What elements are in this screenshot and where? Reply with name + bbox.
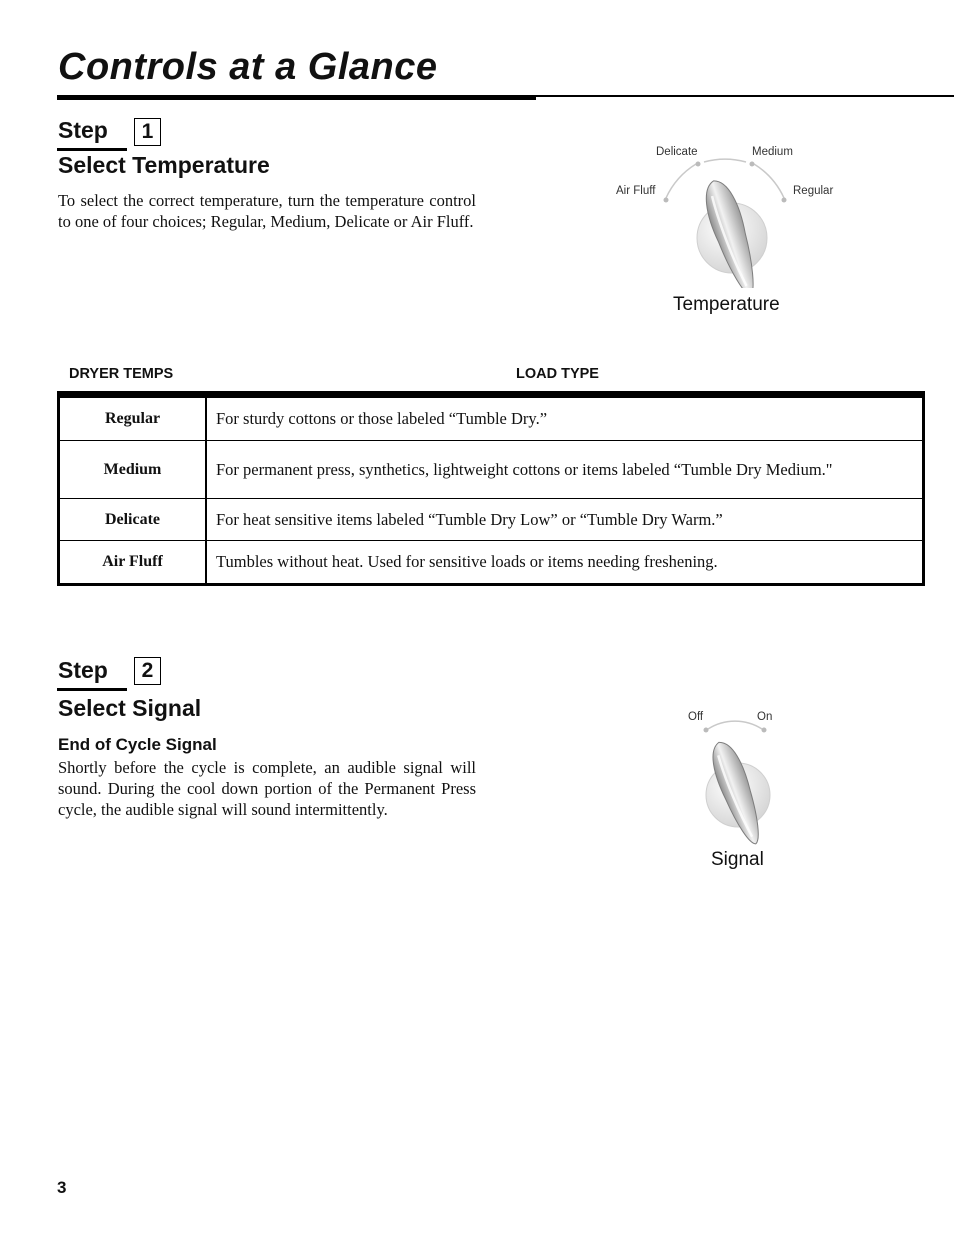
page-title: Controls at a Glance <box>58 46 438 88</box>
dial-label-delicate: Delicate <box>656 146 698 158</box>
signal-arc <box>708 721 762 729</box>
dial-label-medium: Medium <box>752 146 793 158</box>
table-header-dryer-temps: DRYER TEMPS <box>69 366 174 382</box>
step-2-subheading: End of Cycle Signal <box>58 735 217 754</box>
table-row <box>59 499 924 541</box>
load-cell: For heat sensitive items labeled “Tumble Dry Low” or “Tumble Dry Warm.” <box>206 499 924 541</box>
step-1-label: Step <box>58 117 108 143</box>
step-1-number-box: 1 <box>134 118 161 146</box>
temp-cell: Medium <box>59 441 207 499</box>
dial-dot-medium <box>750 162 755 167</box>
temperature-dial-graphic <box>600 138 860 288</box>
step-1-underline <box>57 148 127 151</box>
load-cell: For sturdy cottons or those labeled “Tumble Dry.” <box>206 395 924 441</box>
step-2-underline <box>57 688 127 691</box>
dial-arc-right <box>754 164 784 198</box>
temp-cell: Delicate <box>59 499 207 541</box>
step-1-heading: Select Temperature <box>58 152 270 178</box>
signal-label-off: Off <box>688 711 704 723</box>
step-2-label: Step <box>58 657 108 683</box>
table-row <box>59 395 924 441</box>
temperature-dial-caption: Temperature <box>673 294 780 315</box>
step-2-body: Shortly before the cycle is complete, an audible signal will sound. During the cool down portion of the Permanent Press cycle, the audible signal will sound intermittently. <box>58 758 476 819</box>
dryer-temps-table <box>57 391 925 586</box>
signal-dial-graphic <box>670 705 810 845</box>
title-rule-thick <box>57 95 536 100</box>
load-cell: For permanent press, synthetics, lightweight cottons or items labeled “Tumble Dry Medium." <box>206 441 924 499</box>
dial-dot-air-fluff <box>664 198 669 203</box>
signal-dot-off <box>704 728 709 733</box>
table-header-load-type: LOAD TYPE <box>516 366 599 382</box>
title-rule-thin <box>536 95 954 97</box>
load-cell: Tumbles without heat. Used for sensitive loads or items needing freshening. <box>206 541 924 585</box>
dial-arc-left <box>666 164 696 198</box>
dial-label-regular: Regular <box>793 185 834 197</box>
page-number: 3 <box>57 1178 67 1197</box>
step-1-body: To select the correct temperature, turn the temperature control to one of four choices; Regular, Medium, Delicate or Air Fluff. <box>58 191 476 231</box>
table-row <box>59 441 924 499</box>
dial-arc-top <box>704 159 746 162</box>
dial-label-air-fluff: Air Fluff <box>616 185 656 197</box>
signal-label-on: On <box>757 711 773 723</box>
table-row <box>59 541 924 585</box>
step-2-number-box: 2 <box>134 657 161 685</box>
temp-cell: Air Fluff <box>59 541 207 585</box>
step-2-heading: Select Signal <box>58 695 202 721</box>
signal-dot-on <box>762 728 767 733</box>
temp-cell: Regular <box>59 395 207 441</box>
temperature-dial <box>600 138 860 323</box>
dial-dot-delicate <box>696 162 701 167</box>
signal-dial <box>670 705 810 875</box>
signal-dial-caption: Signal <box>711 849 764 870</box>
dial-dot-regular <box>782 198 787 203</box>
